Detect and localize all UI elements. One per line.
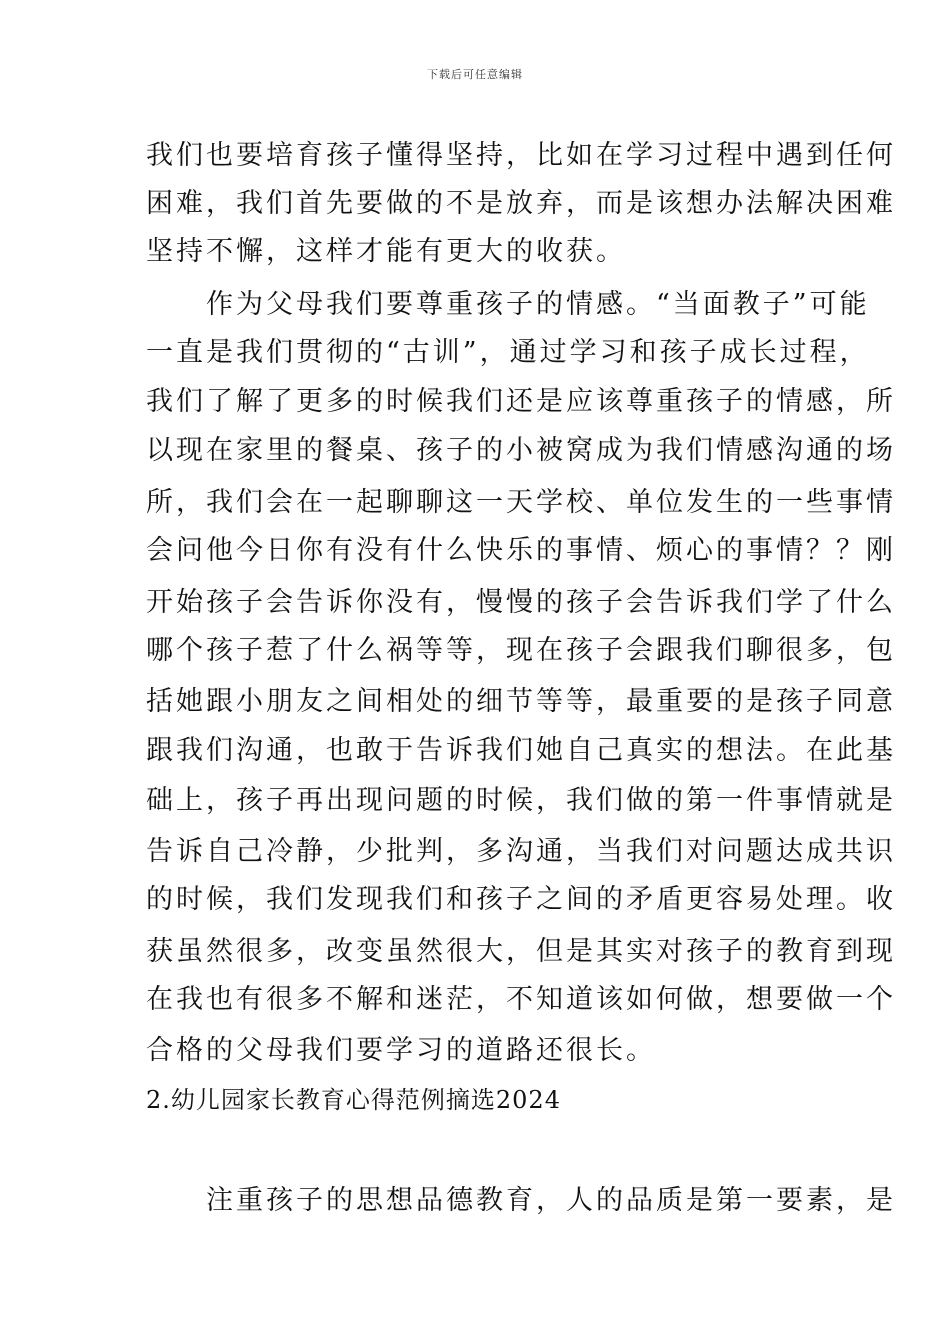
body-line: 坚持不懈，这样才能有更大的收获。 bbox=[146, 236, 626, 267]
body-line: 以现在家里的餐桌、孩子的小被窝成为我们情感沟通的场 bbox=[146, 435, 896, 466]
body-line: 括她跟小朋友之间相处的细节等等，最重要的是孩子同意 bbox=[146, 686, 896, 717]
body-line: 的时候，我们发现我们和孩子之间的矛盾更容易处理。收 bbox=[146, 884, 896, 915]
body-line: 础上，孩子再出现问题的时候，我们做的第一件事情就是 bbox=[146, 785, 896, 816]
body-line: 获虽然很多，改变虽然很大，但是其实对孩子的教育到现 bbox=[146, 936, 896, 967]
body-line: 作为父母我们要尊重孩子的情感。“当面教子”可能 bbox=[146, 289, 870, 320]
body-line: 会问他今日你有没有什么快乐的事情、烦心的事情？？刚 bbox=[146, 535, 896, 566]
page-header: 下载后可任意编辑 bbox=[427, 68, 523, 81]
body-line: 开始孩子会告诉你没有，慢慢的孩子会告诉我们学了什么 bbox=[146, 587, 896, 618]
body-line: 在我也有很多不解和迷茫，不知道该如何做，想要做一个 bbox=[146, 984, 896, 1015]
body-line: 所，我们会在一起聊聊这一天学校、单位发生的一些事情 bbox=[146, 487, 896, 518]
body-line: 一直是我们贯彻的“古训”，通过学习和孩子成长过程， bbox=[146, 337, 870, 368]
body-line: 哪个孩子惹了什么祸等等，现在孩子会跟我们聊很多，包 bbox=[146, 635, 896, 666]
body-line: 合格的父母我们要学习的道路还很长。 bbox=[146, 1035, 656, 1066]
body-line: 困难，我们首先要做的不是放弃，而是该想办法解决困难 bbox=[146, 188, 896, 219]
body-line: 告诉自己冷静，少批判，多沟通，当我们对问题达成共识 bbox=[146, 836, 896, 867]
body-line: 我们了解了更多的时候我们还是应该尊重孩子的情感，所 bbox=[146, 386, 896, 417]
body-line: 我们也要培育孩子懂得坚持，比如在学习过程中遇到任何 bbox=[146, 140, 896, 171]
section-heading: 2.幼儿园家长教育心得范例摘选2024 bbox=[146, 1086, 561, 1114]
body-line: 注重孩子的思想品德教育，人的品质是第一要素，是 bbox=[146, 1185, 896, 1216]
body-line: 跟我们沟通，也敢于告诉我们她自己真实的想法。在此基 bbox=[146, 735, 896, 766]
